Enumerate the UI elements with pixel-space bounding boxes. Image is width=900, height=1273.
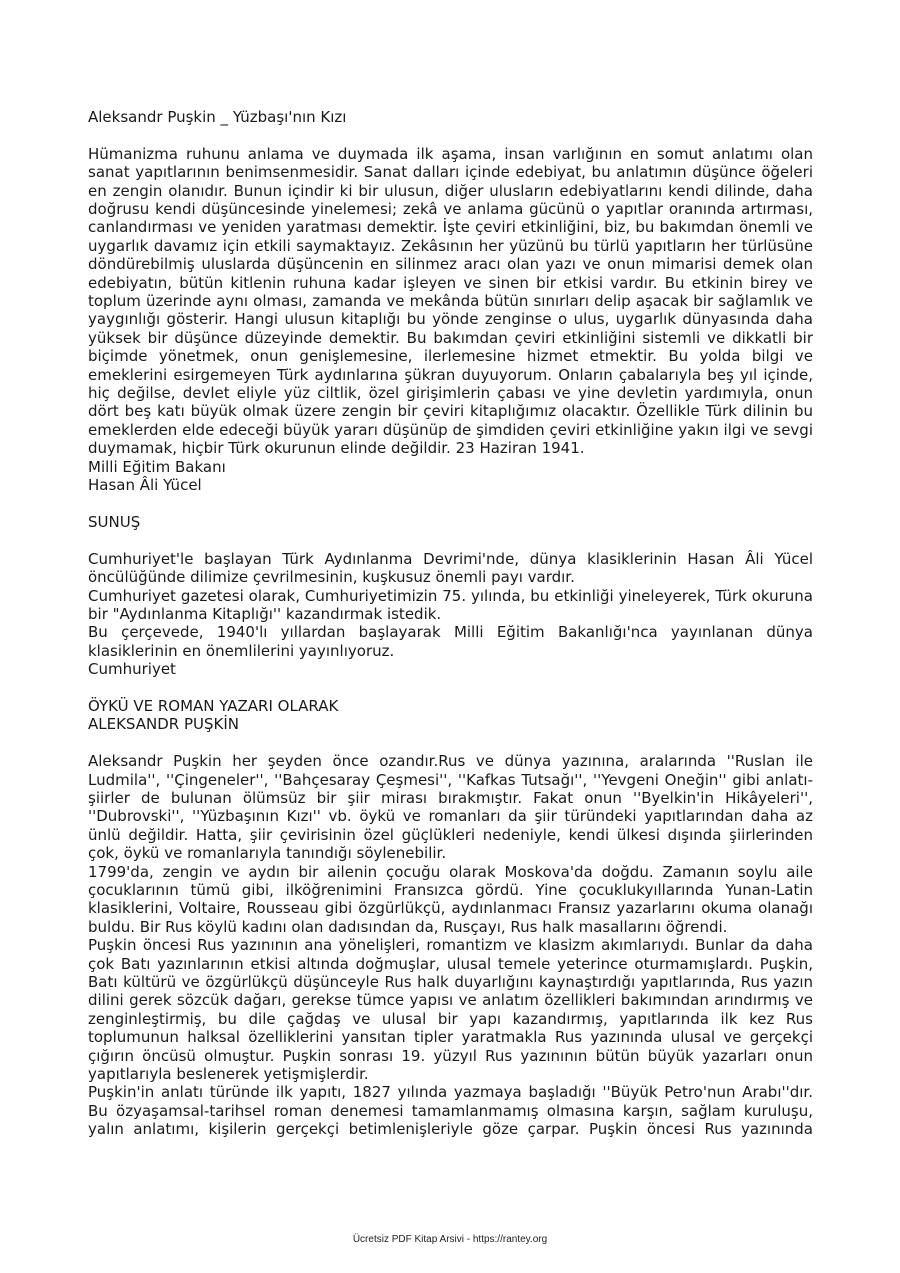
essay-paragraph-3: Puşkin öncesi Rus yazınının ana yönelişleri, romantizm ve klasizm akımlarıydı. Bunlar da daha çok Batı yazınlarının etkisi altında doğmuşlar, ulusal temele yeterince oturmamışlardı. Puşkin, Batı kültürü ve özgürlükçü düşünceyle Rus halk duyarlığını kaynaştırdığı yapıtlarında, Rus yazın dilini gerek sözcük dağarı, gerekse tümce yapısı ve anlatım özellikleri bakımından arındırmış ve zenginleştirmiş, bu dile çağdaş ve ulusal bir yapı kazandırmış, yapıtlarında ilk kez Rus toplumunun halksal özelliklerini yansıtan tipler yaratmakla Rus yazınında ulusal ve gerçekçi çığırın öncüsü olmuştur. Puşkin sonrası 19. yüzyıl Rus yazınının bütün büyük yazarları onun yapıtlarıyla beslenerek yetişmişlerdir. [88, 936, 813, 1084]
spacer [88, 734, 813, 752]
essay-paragraph-4: Puşkin'in anlatı türünde ilk yapıtı, 1827 yılında yazmaya başladığı ''Büyük Petro'nun Arabı''dır. Bu özyaşamsal-tarihsel roman denemesi tamamlanmamış olmasına karşın, sağlam kuruluşu, yalın anlatımı, kişilerin gerçekçi betimlenişleriyle göze çarpar. Puşkin öncesi Rus yazınında [88, 1083, 813, 1139]
sunus-heading: SUNUŞ [88, 512, 141, 531]
document-title: Aleksandr Puşkin _ Yüzbaşı'nın Kızı [88, 108, 347, 126]
sunus-paragraph-3: Bu çerçevede, 1940'lı yıllardan başlayarak Milli Eğitim Bakanlığı'nca yayınlanan dünya klasiklerinin en önemlilerini yayınlıyoruz. [88, 623, 813, 660]
essay-heading-line-1: ÖYKÜ VE ROMAN YAZARI OLARAK [88, 696, 339, 715]
spacer [88, 126, 813, 144]
sunus-signature: Cumhuriyet [88, 660, 176, 679]
essay-heading-line-2: ALEKSANDR PUŞKİN [88, 715, 239, 734]
sunus-paragraph-1: Cumhuriyet'le başlayan Türk Aydınlanma Devrimi'nde, dünya klasiklerinin Hasan Âli Yücel öncülüğünde dilimize çevrilmesinin, kuşkusuz önemli payı vardır. [88, 549, 813, 587]
document-body [88, 108, 813, 1139]
page-footer: Ücretsiz PDF Kitap Arsivi - https://rantey.org [352, 1234, 548, 1245]
sunus-paragraph-2: Cumhuriyet gazetesi olarak, Cumhuriyetimizin 75. yılında, bu etkinliği yineleyerek, Türk okuruna bir "Aydınlanma Kitaplığı'' kazandırmak istedik. [88, 586, 813, 623]
spacer [88, 531, 813, 549]
foreword-signature-name: Hasan Âli Yücel [88, 476, 202, 495]
foreword-paragraph: Hümanizma ruhunu anlama ve duymada ilk aşama, insan varlığının en somut anlatımı olan sanat yapıtlarının benimsenmesidir. Sanat dalları içinde edebiyat, bu anlatımın düşünce öğeleri en zengin olanıdır. Bunun içindir ki bir ulusun, diğer ulusların edebiyatlarını kendi dilinde, daha doğrusu kendi düşüncesinde yinelemesi; zekâ ve anlama gücünü o yapıtlar oranında artırması, canlandırması ve yeniden yaratması demektir. İşte çeviri etkinliğini, biz, bu bakımdan önemli ve uygarlık davamız için etkili saymaktayız. Zekâsının her yüzünü bu türlü yapıtların her türlüsüne döndürebilmiş uluslarda düşüncenin en silinmez aracı olan yazı ve onun mimarisi demek olan edebiyatın, bütün kitlenin ruhuna kadar işleyen ve sinen bir etkisi vardır. Bu etkinin birey ve toplum üzerinde aynı olması, zamanda ve mekânda bütün sınırları delip aşacak bir sağlamlık ve yaygınlığı gösterir. Hangi ulusun kitaplığı bu yönde zenginse o ulus, uygarlık dünyasında daha yüksek bir düşünce düzeyinde demektir. Bu bakımdan çeviri etkinliğini sistemli ve dikkatli bir biçimde yönetmek, onun genişlemesine, ilerlemesine hizmet etmektir. Bu yolda bilgi ve emeklerini esirgemeyen Türk aydınlarına şükran duyuyorum. Onların çabalarıyla beş yıl içinde, hiç değilse, devlet eliyle yüz ciltlik, özel girişimlerin çabası ve yine devletin yardımıyla, onun dört beş katı büyük olmak üzere zengin bir çeviri kitaplığımız olacaktır. Özellikle Türk dilinin bu emeklerden elde edeceği büyük yararı düşünüp de şimdiden çeviri etkinliğine yakın ilgi ve sevgi duymamak, hiçbir Türk okurunun elinde değildir. 23 Haziran 1941. [88, 144, 813, 458]
spacer [88, 495, 813, 513]
essay-paragraph-1: Aleksandr Puşkin her şeyden önce ozandır.Rus ve dünya yazınına, aralarında ''Ruslan ile Ludmila'', ''Çingeneler'', ''Bahçesaray Çeşmesi'', ''Kafkas Tutsağı'', ''Yevgeni Oneğin'' gibi anlatı-şiirler de bulunan ölümsüz bir şiir mirası bırakmıştır. Fakat onun ''Byelkin'in Hikâyeleri'', ''Dubrovski'', ''Yüzbaşının Kızı'' vb. öykü ve romanları da şiir türündeki yapıtlarından daha az ünlü değildir. Hatta, şiir çevirisinin özel güçlükleri nedeniyle, kendi ülkesi dışında şiirlerinden çok, öykü ve romanlarıyla tanındığı söylenebilir. [88, 752, 813, 863]
foreword-signature-role: Milli Eğitim Bakanı [88, 457, 226, 476]
essay-paragraph-2: 1799'da, zengin ve aydın bir ailenin çocuğu olarak Moskova'da doğdu. Zamanın soylu aile çocuklarının tümü gibi, ilköğrenimini Fransızca gördü. Yine çocuklukyıllarında Yunan-Latin klasiklerini, Voltaire, Rousseau gibi özgürlükçü, aydınlanmacı Fransız yazarlarını okuma olanağı buldu. Bir Rus köylü kadını olan dadısından da, Rusçayı, Rus halk masallarını öğrendi. [88, 862, 813, 936]
spacer [88, 679, 813, 697]
